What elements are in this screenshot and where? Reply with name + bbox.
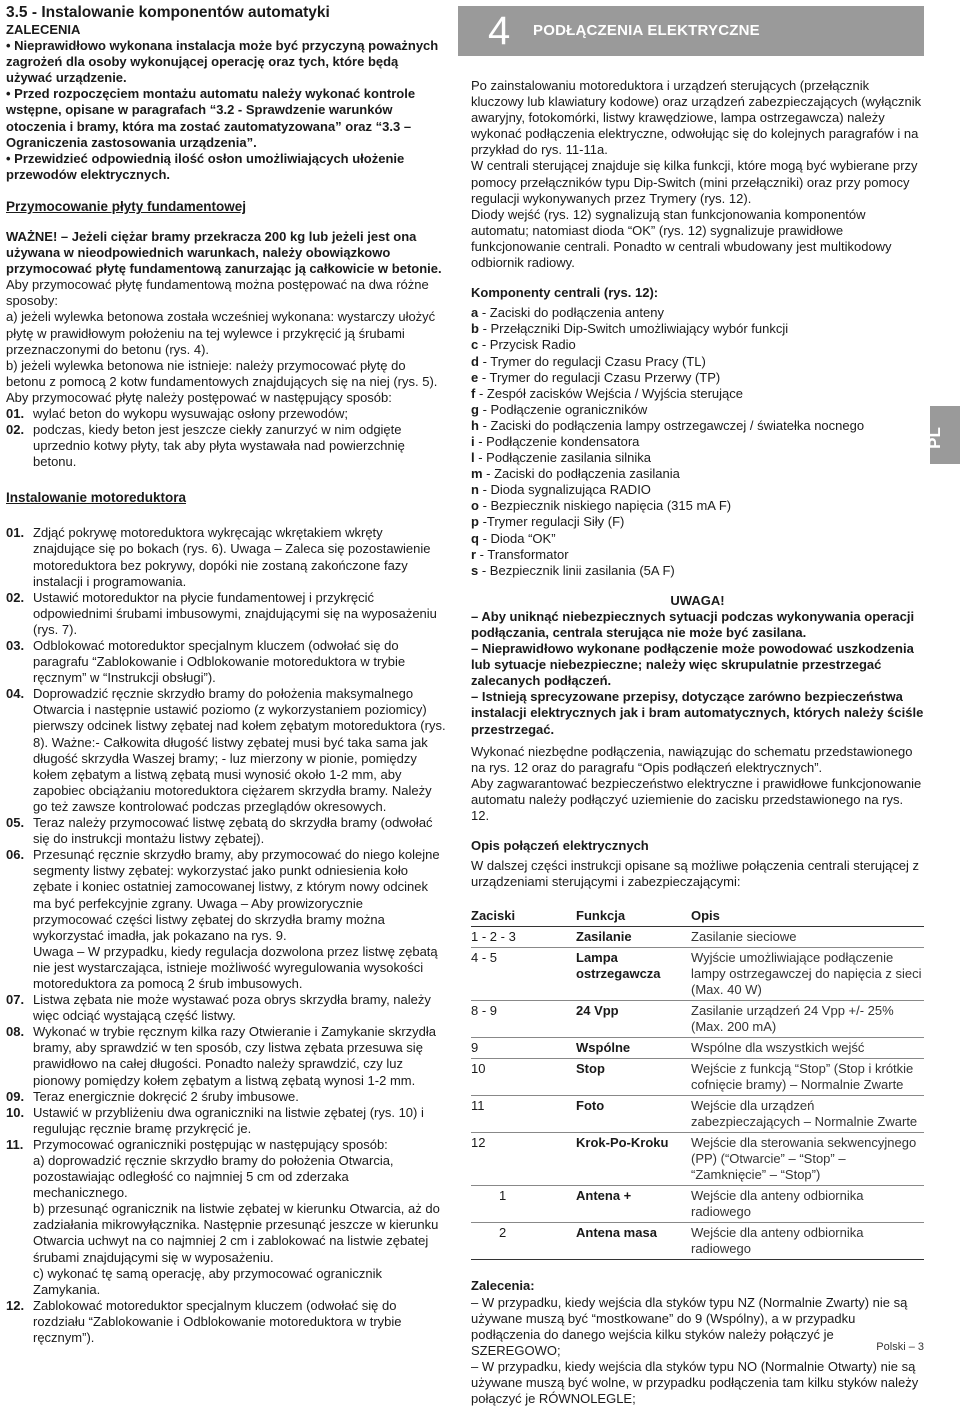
- motor-step: 08. Wykonać w trybie ręcznym kilka razy Otwieranie i Zamykanie skrzydła bramy, aby sprawdzić w ten sposób, czy listwa zębata przesuwa się prawidłowo na całej długości. Ponadto należy sprawdzić, czy luz pionowy pomiędzy kołem zębatym a listwą zębatą wynosi 1-2 mm.: [6, 1024, 436, 1088]
- komponent-item: o - Bezpiecznik niskiego napięcia (315 mA F): [471, 498, 732, 514]
- connections-table: [471, 906, 924, 1260]
- komponent-item: q - Dioda “OK”: [471, 530, 556, 546]
- col-opis: Opis: [691, 906, 924, 927]
- bullet-3: • Przewidzieć odpowiednią ilość osłon umożliwiających ułożenie przewodów elektrycznych.: [6, 150, 405, 182]
- section-plate: Przymocowanie płyty fundamentowej: [6, 198, 247, 214]
- wazne-warning: WAŻNE! – Jeżeli ciężar bramy przekracza 200 kg lub jeżeli jest ona używana w nieodpowiednich warunkach, należy obowiązkowo przymocować płytę fundamentową zanurzając ją całkowicie w betonie.: [6, 228, 442, 277]
- motor-substep: b) przesunąć ogranicznik na listwie zębatej w kierunku Otwarcia, aż do zadziałania mikrowyłącznika. Następnie przesunąć jeszcze w kierunku Otwarcia uchwyt na co najmniej 2 cm i zablokować na listwie zębatej śrubami znajdującymi się w wyposażeniu.: [33, 1201, 440, 1265]
- plate-step: 02. podczas, kiedy beton jest jeszcze ciekły zanurzyć w nim odgięte uprzednio kotwy płyty, tak aby płyta wystawała nad powierzchnię betonu.: [6, 422, 405, 470]
- motor-substep: a) doprowadzić ręcznie skrzydło bramy do położenia Otwarcia, pozostawiając odległość co najmniej 5 cm od zderzaka mechanicznego.: [33, 1153, 394, 1201]
- section-number: 4: [488, 9, 511, 53]
- komponent-item: e - Trymer do regulacji Czasu Przerwy (TP): [471, 369, 721, 385]
- komponent-item: r - Transformator: [471, 546, 569, 562]
- zalecenia-heading: ZALECENIA: [6, 22, 81, 37]
- uwaga-line: – Aby uniknąć niebezpiecznych sytuacji podczas wykonywania operacji podłączania, centrala sterująca nie może być zasilana.: [471, 608, 915, 640]
- motor-step: 03. Odblokować motoreduktor specjalnym kluczem (odwołać się do paragrafu “Zablokowanie i Odblokowanie motoreduktora w trybie ręcznym” w “Instrukcji obsługi”).: [6, 638, 406, 686]
- komponent-item: g - Podłączenie ograniczników: [471, 401, 648, 417]
- zalecenia-line: – W przypadku, kiedy wejścia dla styków typu NZ (Normalnie Zwarty) nie są używane muszą być “mostkowane” do 9 (Wspólny), a w przypadku podłączenia do danego wejścia kilku styków należy połączyć je SZEREGOWO;: [471, 1294, 908, 1358]
- table-row: 1 Antena + Wejście dla anteny odbiornika radiowego: [471, 1186, 924, 1223]
- page-footer: Polski – 3: [876, 1341, 924, 1353]
- table-row: 10 Stop Wejście z funkcją “Stop” (Stop i krótkie cofnięcie bramy) – Normalnie Zwarte: [471, 1059, 924, 1096]
- intro-1: Po zainstalowaniu motoreduktora i urządzeń sterujących (przełącznik kluczowy lub klawiatury kodowe) oraz urządzeń zabezpieczających (wyłącznik awaryjny, fotokomórki, listwy krawędziowe, lampa ostrzegawcza) należy wykonać podłączenia elektryczne, odwołując się do kolejnych paragrafów i na przykład do rys. 11-11a.: [471, 78, 922, 158]
- motor-step: 10. Ustawić w przybliżeniu dwa ograniczniki na listwie zębatej (rys. 10) i regulując ręcznie bramę przykręcić je.: [6, 1104, 424, 1136]
- table-row: 9 Wspólne Wspólne dla wszystkich wejść: [471, 1038, 924, 1059]
- komponent-item: a - Zaciski do podłączenia anteny: [471, 305, 664, 321]
- komponent-item: n - Dioda sygnalizująca RADIO: [471, 482, 651, 498]
- col-zaciski: Zaciski: [471, 906, 576, 927]
- motor-step: 09. Teraz energicznie dokręcić 2 śruby imbusowe.: [6, 1088, 299, 1104]
- komponent-item: p -Trymer regulacji Siły (F): [471, 514, 625, 530]
- uwaga-line: – Istnieją sprecyzowane przepisy, dotyczące zarówno bezpieczeństwa instalacji elektrycznych jak i bram automatycznych, których należy ściśle przestrzegać.: [471, 689, 924, 737]
- heading-3-5: 3.5 - Instalowanie komponentów automatyki: [6, 4, 330, 21]
- table-row: 2 Antena masa Wejście dla anteny odbiornika radiowego: [471, 1223, 924, 1260]
- table-header-row: [471, 906, 924, 927]
- language-tab-label: PL: [924, 427, 944, 449]
- komponent-item: m - Zaciski do podłączenia zasilania: [471, 466, 680, 482]
- section-motor: Instalowanie motoreduktora: [6, 490, 187, 506]
- section-title: PODŁĄCZENIA ELEKTRYCZNE: [533, 22, 760, 39]
- komponent-item: f - Zespół zacisków Wejścia / Wyjścia sterujące: [471, 385, 744, 401]
- motor-step: 11. Przymocować ograniczniki postępując w następujący sposób:: [6, 1136, 388, 1152]
- table-row: 11 Foto Wejście dla urządzeń zabezpieczających – Normalnie Zwarte: [471, 1096, 924, 1133]
- bullet-2: • Przed rozpoczęciem montażu automatu należy wykonać kontrole wstępne, opisane w paragrafach “3.2 - Sprawdzenie warunków otoczenia i bramy, która ma zostać zautomatyzowana” oraz “3.3 – Ograniczenia zastosowania urządzenia”.: [6, 86, 416, 150]
- motor-step: 12. Zablokować motoreduktor specjalnym kluczem (odwołać się do rozdziału “Zablokowanie i Odblokowanie motoreduktora w trybie ręcznym”).: [6, 1297, 402, 1346]
- section-4-header: [458, 6, 924, 56]
- komponent-item: b - Przełączniki Dip-Switch umożliwiający wybór funkcji: [471, 321, 789, 337]
- aby-paragraph: Aby zagwarantować bezpieczeństwo elektryczne i prawidłowe funkcjonowanie automatu należy podłączyć uziemienie do zacisku przedstawionego na rys. 12.: [471, 775, 922, 824]
- uwaga-line: – Nieprawidłowo wykonane podłączenie może powodować uszkodzenia lub sytuacje niebezpieczne; należy więc skrupulatnie przestrzegać zalecanych podłączeń.: [471, 641, 914, 689]
- motor-steps-list: [6, 525, 446, 1346]
- table-row: 8 - 9 24 Vpp Zasilanie urządzeń 24 Vpp +/- 25% (Max. 200 mA): [471, 1001, 924, 1038]
- uwaga-heading: UWAGA!: [670, 592, 725, 608]
- opis-heading: Opis połączeń elektrycznych: [471, 838, 649, 854]
- komponent-item: h - Zaciski do podłączenia lampy ostrzegawczej / światełka nocnego: [471, 417, 865, 433]
- motor-step: 04. Doprowadzić ręcznie skrzydło bramy do położenia maksymalnego Otwarcia i następnie ustawić poziomo (z wykorzystaniem poziomicy) pierwszy odcinek listwy zębatej nad kołem zębatym motoreduktora (rys. 8). Ważne:- Całkowita długość listwy zębatej musi być taka sama jak długość skrzydła Waszej bramy; - luz mierzony w pionie, pomiędzy kołem zębatym a listwą zębatą musi wynosić około 1-2 mm, aby zapobiec obciążaniu motoreduktora ciężarem skrzydła bramy. Należy go też zawsze kontrolować podczas przeglądów okresowych.: [6, 686, 446, 814]
- zalecenia-line: – W przypadku, kiedy wejścia dla styków typu NO (Normalnie Otwarty) nie są używane muszą być wolne, w przypadku podłączenia tam kilku styków należy połączyć je RÓWNOLEGLE;: [471, 1358, 919, 1407]
- komponent-item: l - Podłączenie zasilania silnika: [471, 450, 651, 466]
- intro-2: W centrali sterującej znajduje się kilka funkcji, które mogą być wybierane przy pomocy przełączników typu Dip-Switch (mini przełączniki) oraz przy pomocy regulacji wykonywanych przez Trymery (rys. 12).: [471, 158, 918, 206]
- komponent-item: c - Przycisk Radio: [471, 337, 576, 353]
- bullet-1: • Nieprawidłowo wykonana instalacja może być przyczyną poważnych zagrożeń dla osoby wykonującej operację oraz tych, które będą używać urządzenie.: [6, 38, 439, 86]
- zalecenia-right-heading: Zalecenia:: [471, 1278, 535, 1294]
- komponent-item: d - Trymer do regulacji Czasu Pracy (TL): [471, 353, 706, 369]
- table-row: 1 - 2 - 3 Zasilanie Zasilanie sieciowe: [471, 927, 924, 948]
- language-tab: [924, 406, 960, 464]
- motor-step: 07. Listwa zębata nie może wystawać poza obrys skrzydła bramy, należy więc odciąć wystającą część listwy.: [6, 992, 431, 1024]
- motor-step: 02. Ustawić motoreduktor na płycie fundamentowej i przykręcić odpowiednimi śrubami imbusowymi, znajdującymi się na wyposażeniu (rys. 7).: [6, 589, 437, 637]
- plate-option-b: b) jeżeli wylewka betonowa nie istnieje: należy przymocować płytę do betonu z pomocą 2 kotw fundamentowych znajdujących się na niej (rys. 5). Aby przymocować płytę należy postępować w następujący sposób:: [6, 357, 438, 405]
- table-row: 4 - 5 Lampa ostrzegawcza Wyjście umożliwiające podłączenie lampy ostrzegawczej do napięcia z sieci (Max. 40 W): [471, 948, 924, 1001]
- wykonac-paragraph: Wykonać niezbędne podłączenia, nawiązując do schematu przedstawionego na rys. 12 oraz do paragrafu “Opis podłączeń elektrycznych”.: [471, 743, 913, 775]
- komponenty-heading: Komponenty centrali (rys. 12):: [471, 285, 659, 301]
- komponent-item: i - Podłączenie kondensatora: [471, 433, 640, 449]
- komponent-item: s - Bezpiecznik linii zasilania (5A F): [471, 562, 675, 578]
- intro-3: Diody wejść (rys. 12) sygnalizują stan funkcjonowania komponentów automatu; natomiast dioda “OK” (rys. 12) sygnalizuje prawidłowe funkcjonowanie centrali. Ponadto w centrali wbudowany jest multikodowy odbiornik radiowy.: [471, 206, 892, 271]
- plate-step: 01. wylać beton do wykopu wysuwając osłony przewodów;: [6, 405, 349, 421]
- table-row: 12 Krok-Po-Kroku Wejście dla sterowania sekwencyjnego (PP) (“Otwarcie” – “Stop” – “Zamknięcie” – “Stop”): [471, 1133, 924, 1186]
- col-funkcja: Funkcja: [576, 906, 691, 927]
- right-column: [471, 78, 924, 1407]
- motor-substep: c) wykonać tę samą operację, aby przymocować ogranicznik Zamykania.: [33, 1265, 382, 1297]
- left-column: [6, 0, 446, 1346]
- motor-step-note: Uwaga – W przypadku, kiedy regulacja dozwolona przez listwę zębatą nie jest wystarczająca, istnieje możliwość wyregulowania wysokości motoreduktora za pomocą 2 śrub imbusowych.: [33, 943, 438, 991]
- motor-step: 06. Przesunąć ręcznie skrzydło bramy, aby przymocować do niego kolejne segmenty listwy zębatej: wykorzystać jako punkt odniesienia koło zębate i koniec ostatniej zamocowanej listwy, z którym nowy odcinek ma być perfekcyjnie zgrany. Uwaga – Aby prowizorycznie przymocować części listwy zębatej do skrzydła bramy można wykorzystać imadła, jak pokazano na rys. 9.: [6, 847, 440, 943]
- opis-paragraph: W dalszej części instrukcji opisane są możliwe połączenia centrali sterującej z urządzeniami sterującymi i zabezpieczającymi:: [471, 858, 919, 890]
- plate-intro: Aby przymocować płytę fundamentową można postępować na dwa różne sposoby:: [6, 277, 429, 309]
- komponenty-list: [471, 305, 924, 579]
- motor-step: 05. Teraz należy przymocować listwę zębatą do skrzydła bramy (odwołać się do instrukcji montażu listwy zębatej).: [6, 815, 433, 847]
- motor-step: 01. Zdjąć pokrywę motoreduktora wykręcając wkrętakiem wkręty znajdujące się po bokach (rys. 6). Uwaga – Zaleca się pozostawienie motoreduktora bez pokrywy, dopóki nie zostaną zakończone fazy instalacji i programowania.: [6, 525, 431, 589]
- plate-option-a: a) jeżeli wylewka betonowa została wcześniej wykonana: wystarczy ułożyć płytę w prawidłowym położeniu na tej wylewce i przykręcić ją śrubami przeznaczonymi do betonu (rys. 4).: [6, 309, 436, 357]
